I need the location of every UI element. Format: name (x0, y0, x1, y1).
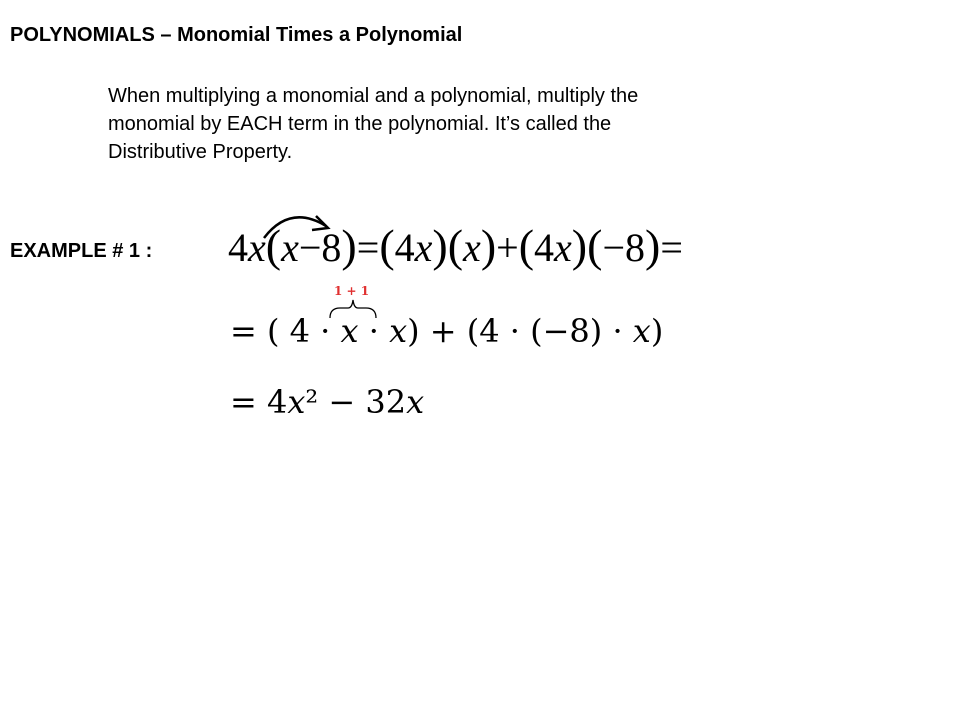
page-title: POLYNOMIALS – Monomial Times a Polynomial (10, 24, 463, 46)
exponent-annotation: 1 + 1 (334, 284, 370, 298)
equation-line-3: = 4x² − 32x (230, 383, 425, 421)
intro-line: When multiplying a monomial and a polynomial, multiply the (108, 85, 639, 107)
example-label: EXAMPLE # 1 : (10, 240, 153, 262)
equation-line-1: 4x(x−8)=(4x)(x)+(4x)(−8)= (228, 220, 683, 271)
equation-line-2: = ( 4 · x · x) + (4 · (−8) · x) (230, 312, 664, 350)
intro-paragraph (108, 82, 768, 166)
intro-line: monomial by EACH term in the polynomial. It’s called the (108, 113, 612, 135)
intro-line: Distributive Property. (108, 141, 293, 163)
